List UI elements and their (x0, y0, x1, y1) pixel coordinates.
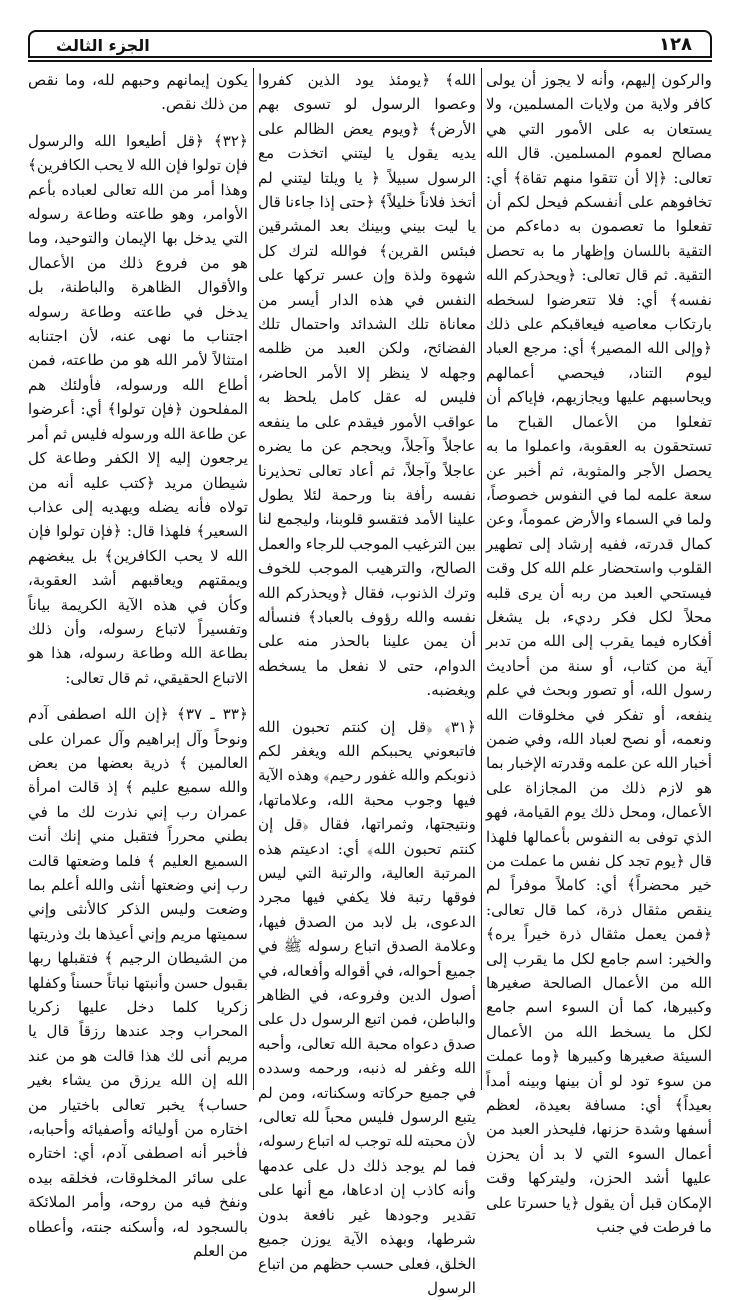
page-number: ١٢٨ (659, 34, 692, 55)
column-divider (481, 68, 482, 1090)
column-divider (253, 68, 254, 1090)
text-columns (28, 68, 712, 1297)
paragraph: الله﴾ ﴿يومئذ يود الذين كفروا وعصوا الرسول لو تسوى بهم الأرض﴾ ﴿ويوم يعض الظالم على يديه يقول يا ليتني اتخذت مع الرسول سبيلاً ﴿ يا ويلتا ليتني لم أتخذ فلاناً خليلاً﴾ ﴿حتى إذا جاءنا قال يا ليت بيني وبينك بعد المشرقين فبئس القرين﴾ فوالله لترك كل شهوة ولذة وإن عسر تركها على النفس في هذه الدار أيسر من معاناة تلك الشدائد واحتمال تلك الفضائح، ولكن العبد من ظلمه وجهله لا ينظر إلا الأمر الحاضر، فليس له عقل كامل يلحظ به عواقب الأمور فيقدم على ما ينفعه عاجلاً وآجلاً، ويحجم عن ما يضره عاجلاً وآجلاً، ثم أعاد تعالى تحذيرنا نفسه رأفة بنا ورحمة لئلا يطول علينا الأمد فتقسو قلوبنا، وليجمع لنا بين الترغيب الموجب للرجاء والعمل الصالح، والترهيب الموجب للخوف وترك الذنوب، فقال ﴿ويحذركم الله نفسه والله رؤوف بالعباد﴾ فنسأله أن يمن علينا بالحذر منه على الدوام، حتى لا نفعل ما يسخطه ويغضبه. (258, 71, 476, 700)
text-column-right (486, 68, 712, 1237)
text-column-middle (258, 68, 476, 1297)
running-header (28, 32, 712, 62)
text-column-left (28, 68, 248, 1261)
paragraph: يكون إيمانهم وحبهم لله، وما نقص من ذلك نقص. (28, 71, 248, 114)
part-title: الجزء الثالث (56, 36, 150, 55)
paragraph: والركون إليهم، وأنه لا يجوز أن يولى كافر ولاية من ولايات المسلمين، ولا يستعان به على الأمور التي هي مصالح لعموم المسلمين. قال الله تعالى: ﴿إلا أن تتقوا منهم تقاة﴾ أي: تخافوهم على أنفسكم فيحل لكم أن تفعلوا ما تعصمون به دماءكم من التقية باللسان وإظهار ما به تحصل التقية. ثم قال تعالى: ﴿ويحذركم الله نفسه﴾ أي: فلا تتعرضوا لسخطه بارتكاب معاصيه فيعاقبكم على ذلك ﴿وإلى الله المصير﴾ أي: مرجع العباد ليوم التناد، فيحصي أعمالهم ويحاسبهم عليها ويجازيهم، فإياكم أن تفعلوا من الأعمال القباح ما تستحقون به العقوبة، واعملوا ما به يحصل الأجر والمثوبة، ثم أخبر عن سعة علمه لما في النفوس خصوصاً، ولما في السماء والأرض عموماً، وعن كمال قدرته، ففيه إرشاد إلى تطهير القلوب واستحضار علم الله كل وقت فيستحي العبد من ربه أن يرى قلبه محلاً لكل فكر رديء، بل يشغل أفكاره فيما يقرب إلى الله من تدبر آية من كتاب، أو سنة من أحاديث رسول الله، أو تصور وبحث في علم ينفعه، أو تفكر في مخلوقات الله ونعمه، أو نصح لعباد الله، وفي ضمن أخبار الله عن علمه وقدرته الإخبار بما هو لازم ذلك من المجازاة على الأعمال، ومحل ذلك يوم القيامة، فهو الذي توفى به النفوس بأعمالها فلهذا قال ﴿يوم تجد كل نفس ما عملت من خير محضراً﴾ أي: كاملاً موفراً لم ينقص مثقال ذرة، كما قال تعالى: ﴿فمن يعمل مثقال ذرة خيراً يره﴾ والخير: اسم جامع لكل ما يقرب إلى الله من الأعمال الصالحة صغيرها وكبيرها، كما أن السوء اسم جامع لكل ما يسخط الله من الأعمال السيئة صغيرها وكبيرها ﴿وما عملت من سوء تود لو أن بينها وبينه أمداً بعيداً﴾ أي: مسافة بعيدة، لعظم أسفها وشدة حزنها، فليحذر العبد من أعمال السوء التي لا بد أن يحزن عليها أشد الحزن، وليتركها وقت الإمكان قبل أن يقول ﴿يا حسرتا على ما فرطت في جنب (486, 71, 712, 1237)
paragraph: ﴿٣٣ ـ ٣٧﴾ ﴿إن الله اصطفى آدم ونوحاً وآل إبراهيم وآل عمران على العالمين ﴾ ذرية بعضها من بعض والله سميع عليم ﴾ إذ قالت امرأة عمران رب إني نذرت لك ما في بطني محرراً فتقبل مني إنك أنت السميع العليم ﴾ فلما وضعتها قالت رب إني وضعتها أنثى والله أعلم بما وضعت وليس الذكر كالأنثى وإني سميتها مريم وإني أعيذها بك وذريتها من الشيطان الرجيم ﴾ فتقبلها ربها بقبول حسن وأنبتها نباتاً حسناً وكفلها زكريا كلما دخل عليها زكريا المحراب وجد عندها رزقاً قال يا مريم أنى لك هذا قالت هو من عند الله إن الله يرزق من يشاء بغير حساب﴾ يخبر تعالى باختيار من اختاره من أوليائه وأصفيائه وأحبابه، فأخبر أنه اصطفى آدم، أي: اختاره على سائر المخلوقات، فخلقه بيده ونفخ فيه من روحه، وأمر الملائكة بالسجود له، وأسكنه جنته، وأعطاه من العلم (28, 705, 248, 1261)
paragraph: ﴿٣١﴾ ﴿قل إن كنتم تحبون الله فاتبعوني يحببكم الله ويغفر لكم ذنوبكم والله غفور رحيم﴾ وهذه الآية فيها وجوب محبة الله، وعلاماتها، ونتيجتها، وثمراتها، فقال ﴿قل إن كنتم تحبون الله﴾ أي: ادعيتم هذه المرتبة العالية، والرتبة التي ليس فوقها رتبة فلا يكفي فيها مجرد الدعوى، بل لابد من الصدق فيها، وعلامة الصدق اتباع رسوله ﷺ في جميع أحواله، في أقواله وأفعاله، في أصول الدين وفروعه، في الظاهر والباطن، فمن اتبع الرسول دل على صدق دعواه محبة الله تعالى، وأحبه الله وغفر له ذنبه، ورحمه وسدده في جميع حركاته وسكناته، ومن لم يتبع الرسول فليس محباً لله تعالى، لأن محبته لله توجب له اتباع رسوله، فما لم يوجد ذلك دل على عدمها وأنه كاذب إن ادعاها، مع أنها على تقدير وجودها غير نافعة بدون شرطها، وبهذه الآية يوزن جميع الخلق، فعلى حسب حظهم من اتباع الرسول (258, 717, 476, 1297)
paragraph: ﴿٣٢﴾ ﴿قل أطيعوا الله والرسول فإن تولوا فإن الله لا يحب الكافرين﴾ وهذا أمر من الله تعالى لعباده بأعم الأوامر، وهو طاعته وطاعة رسوله التي يدخل بها الإيمان والتوحيد، وما هو من فروع ذلك من الأعمال والأقوال الظاهرة والباطنة، بل يدخل في طاعته وطاعة رسوله اجتناب ما نهى عنه، لأن اجتنابه امتثالاً لأمر الله هو من طاعته، فمن أطاع الله ورسوله، فأولئك هم المفلحون ﴿فإن تولوا﴾ أي: أعرضوا عن طاعة الله ورسوله فليس ثم أمر يرجعون إليه إلا الكفر وطاعة كل شيطان مريد ﴿كتب عليه أنه من تولاه فأنه يضله ويهديه إلى عذاب السعير﴾ فلهذا قال: ﴿فإن تولوا فإن الله لا يحب الكافرين﴾ بل يبغضهم ويمقتهم ويعاقبهم أشد العقوبة، وكأن في هذه الآية الكريمة بياناً وتفسيراً لاتباع رسوله، وأن ذلك بطاعة الله وطاعة رسوله، هذا هو الاتباع الحقيقي، ثم قال تعالى: (28, 131, 248, 687)
